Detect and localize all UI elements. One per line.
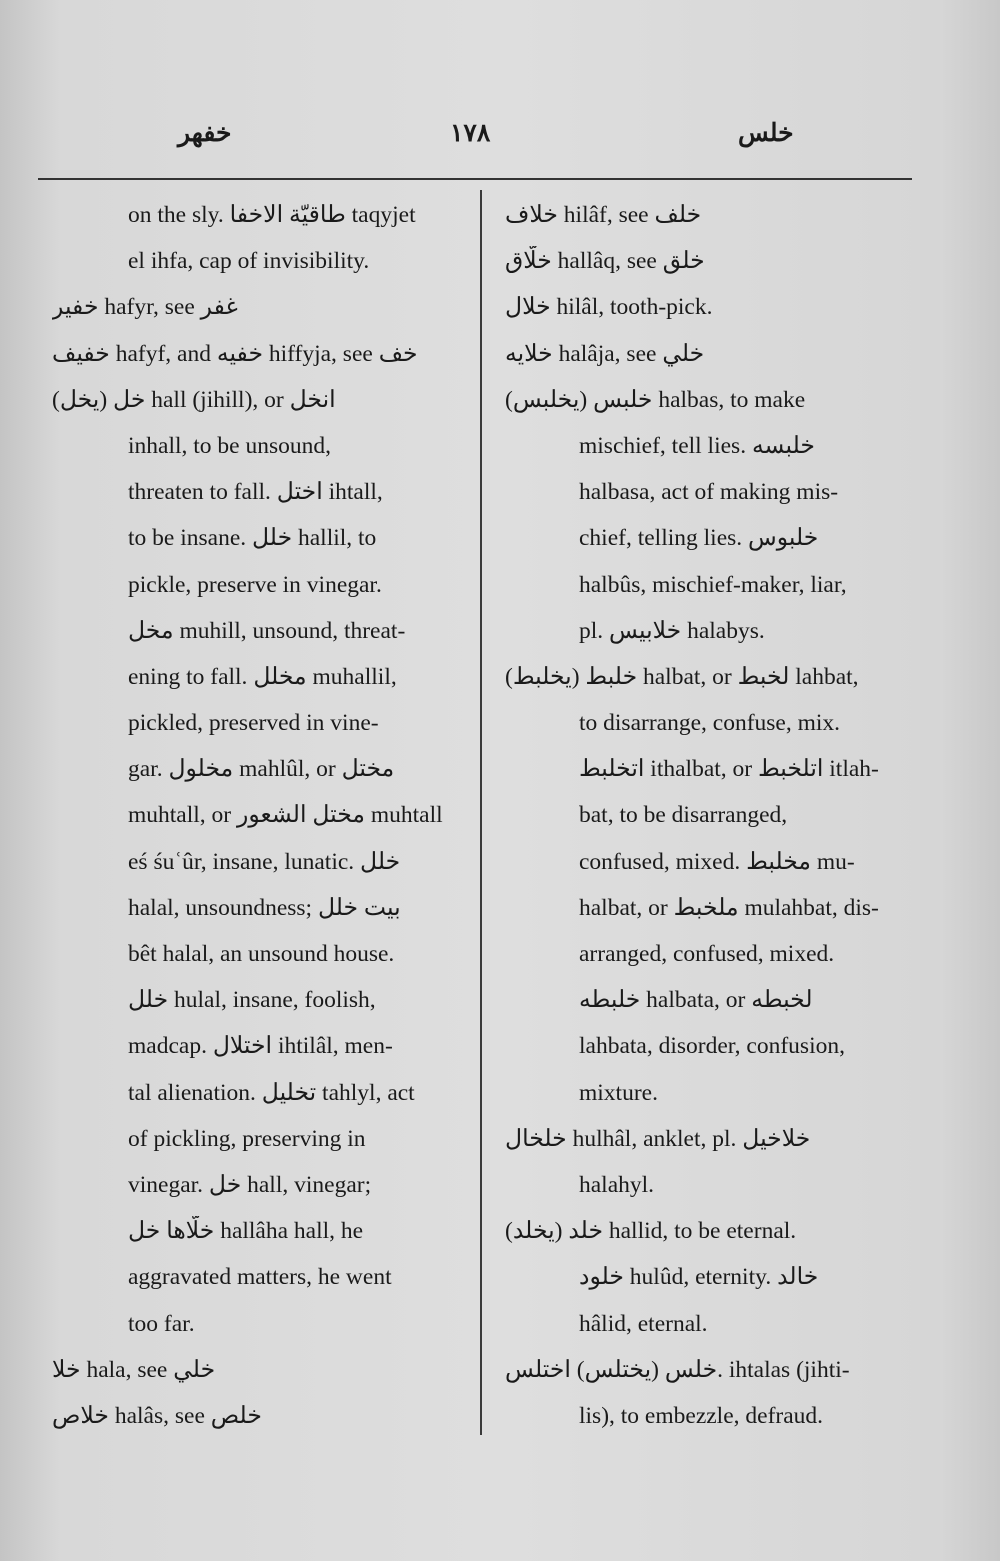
- entry-line: tal alienation. تخليل tahlyl, act: [128, 1079, 415, 1106]
- entry-line: aggravated matters, he went: [128, 1264, 392, 1291]
- entry-line: bêt halal, an unsound house.: [128, 941, 395, 967]
- entry-line: خلبس (يخلبس) halbas, to make: [505, 386, 806, 413]
- entry-line: arranged, confused, mixed.: [579, 941, 835, 967]
- entry-line: خلد (يخلد) hallid, to be eternal.: [505, 1218, 797, 1245]
- entry-line: خلاص halâs, see خلص: [52, 1402, 262, 1429]
- entry-line: to be insane. خلل hallil, to: [128, 525, 377, 552]
- entry-line: خلّاها خل hallâha hall, he: [128, 1218, 364, 1245]
- entry-line: hâlid, eternal.: [579, 1310, 708, 1337]
- entry-line: خفير hafyr, see غفر: [52, 294, 238, 321]
- entry-line: halahyl.: [579, 1171, 655, 1198]
- entry-line: halal, unsoundness; بيت خلل: [128, 894, 401, 921]
- column-divider: [480, 190, 482, 1435]
- entry-line: pickle, preserve in vinegar.: [128, 571, 382, 598]
- entry-line: on the sly. طاقيّة الاخفا taqyjet: [128, 202, 416, 228]
- entry-line: halbat, or ملخبط mulahbat, dis-: [579, 894, 879, 921]
- entry-line: خلا hala, see خلي: [52, 1356, 216, 1383]
- page-number: ١٧٨: [450, 120, 491, 147]
- header-right-catchword: خلس: [738, 120, 794, 147]
- entry-line: of pickling, preserving in: [128, 1125, 366, 1152]
- entry-line: مخل muhill, unsound, threat-: [128, 617, 406, 644]
- entry-line: خفيف hafyf, and خفيه hiffyja, see خف: [52, 340, 418, 367]
- entry-line: to disarrange, confuse, mix.: [579, 710, 841, 737]
- entry-line: bat, to be disarranged,: [579, 802, 788, 829]
- entry-line: chief, telling lies. خلبوس: [579, 525, 819, 552]
- entry-line: خلود hulûd, eternity. خالد: [579, 1264, 819, 1291]
- page-header: [0, 118, 1000, 164]
- entry-line: vinegar. خل hall, vinegar;: [128, 1171, 372, 1198]
- entry-line: خلايه halâja, see خلي: [505, 340, 705, 367]
- entry-line: muhtall, or مختل الشعور muhtall: [128, 802, 443, 829]
- entry-line: too far.: [128, 1310, 195, 1337]
- entry-line: confused, mixed. مخلبط mu-: [579, 848, 855, 875]
- entry-line: خلال hilâl, tooth-pick.: [505, 294, 713, 321]
- entry-line: mixture.: [579, 1079, 658, 1106]
- entry-line: خلّاق hallâq, see خلق: [505, 248, 705, 275]
- header-left-catchword: خفهر: [178, 120, 232, 147]
- entry-line: lis), to embezzle, defraud.: [579, 1402, 824, 1429]
- entry-line: pickled, preserved in vine-: [128, 710, 379, 737]
- entry-line: خلل hulal, insane, foolish,: [128, 987, 376, 1014]
- entry-line: خلاف hilâf, see خلف: [505, 202, 702, 228]
- right-column: [505, 200, 923, 1447]
- entry-line: gar. مخلول mahlûl, or مختل: [128, 756, 395, 783]
- entry-line: eś śuʿûr, insane, lunatic. خلل: [128, 848, 401, 875]
- entry-line: inhall, to be unsound,: [128, 432, 331, 459]
- header-rule: [38, 178, 912, 180]
- entry-line: خلبطه halbata, or لخبطه: [579, 987, 813, 1014]
- left-column: [52, 200, 470, 1447]
- entry-line: اتخلبط ithalbat, or اتلخبط itlah-: [579, 756, 879, 783]
- entry-line: halbûs, mischief-maker, liar,: [579, 571, 847, 598]
- entry-line: pl. خلابيس halabys.: [579, 617, 765, 644]
- entry-line: خلخال hulhâl, anklet, pl. خلاخيل: [505, 1125, 811, 1152]
- entry-line: خل (يخل) hall (jihill), or انخل: [52, 386, 336, 413]
- entry-line: halbasa, act of making mis-: [579, 479, 839, 506]
- entry-line: ening to fall. مخلل muhallil,: [128, 663, 397, 690]
- entry-line: lahbata, disorder, confusion,: [579, 1033, 845, 1060]
- entry-line: خلس (يختلس) اختلس. ihtalas (jihti-: [505, 1356, 850, 1383]
- entry-line: el ihfa, cap of invisibility.: [128, 248, 370, 275]
- entry-line: mischief, tell lies. خلبسه: [579, 432, 815, 459]
- entry-line: madcap. اختلال ihtilâl, men-: [128, 1033, 393, 1060]
- entry-line: threaten to fall. اختل ihtall,: [128, 479, 383, 506]
- entry-line: خلبط (يخلبط) halbat, or لخبط lahbat,: [505, 663, 859, 690]
